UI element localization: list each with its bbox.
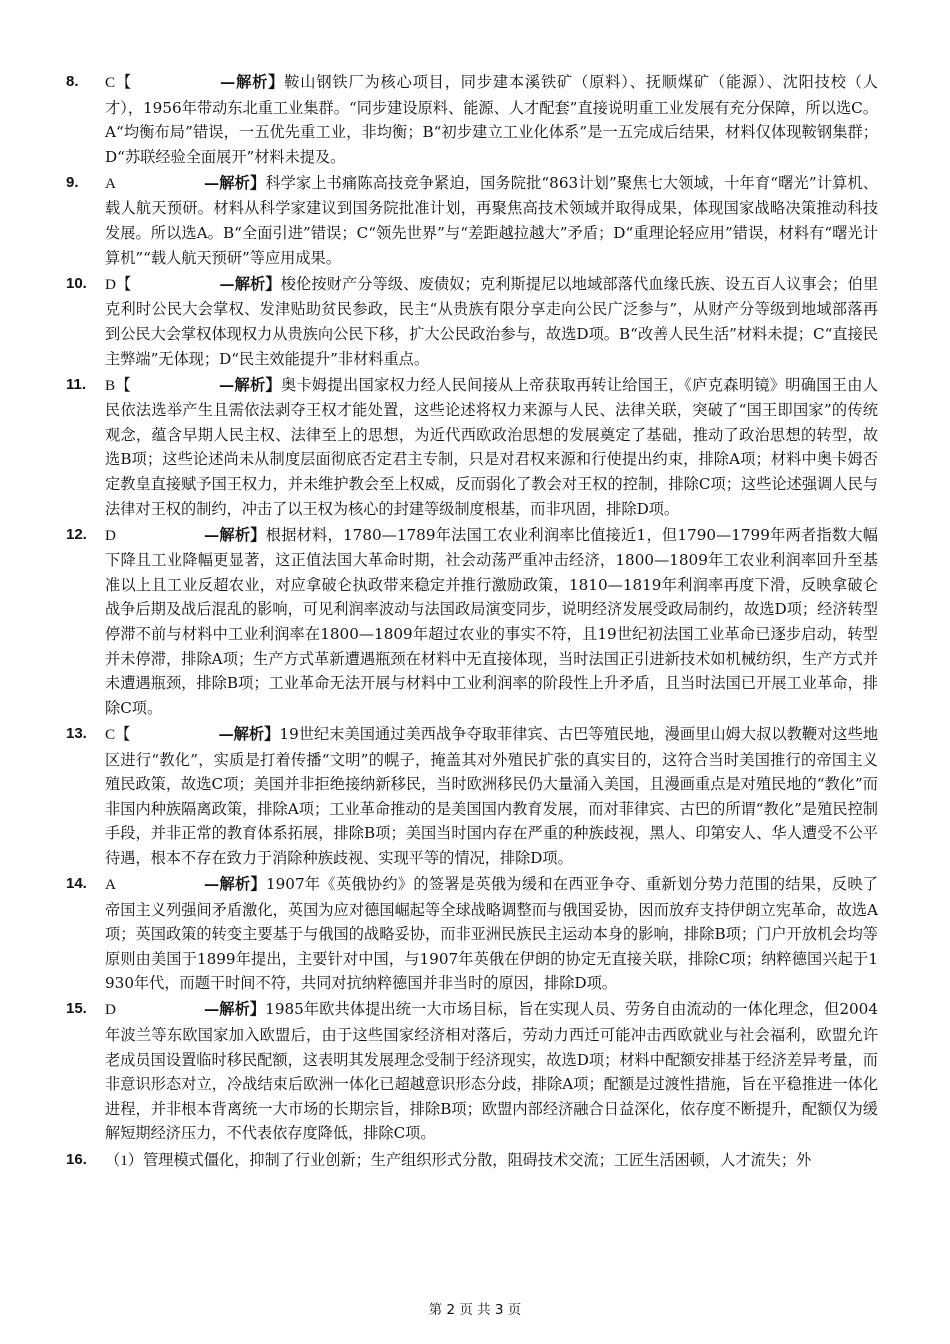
analysis-label: —解析】: [203, 173, 266, 192]
answer-choice: D【: [105, 275, 132, 293]
answer-choice: A: [105, 876, 116, 893]
question-number: 8.: [66, 73, 79, 90]
analysis-label: —解析】: [218, 724, 280, 743]
question-number: 9.: [66, 173, 79, 191]
analysis-label: —解析】: [218, 375, 282, 394]
answer-choice: D: [105, 1001, 116, 1019]
answer-item: [66, 872, 878, 996]
question-number: 15.: [66, 1000, 87, 1018]
analysis-label: —解析】: [203, 1000, 266, 1019]
answer-item: [66, 373, 878, 522]
answer-item: [66, 1148, 878, 1174]
answer-item: [66, 997, 878, 1146]
page-footer: 第 2 页 共 3 页: [428, 1302, 522, 1318]
analysis-label: —解析】: [203, 875, 266, 893]
answer-item: [66, 272, 878, 371]
answer-choice: B【: [105, 376, 131, 394]
answer-item: [66, 70, 878, 169]
analysis-text: 梭伦按财产分等级、废债奴；克利斯提尼以地域部落代血缘氏族、设五百人议事会；伯里克利时公民大会掌权、发津贴助贫民参政，民主“从贵族有限分享走向公民广泛参与”，从财产分等级到地域部落再到公民大会掌权体现权力从贵族向公民下移，扩大公民政治参与，故选D项。B“改善人民生活”材料未提；C“直接民主弊端”无体现；D“民主效能提升”非材料重点。: [105, 274, 879, 368]
question-number: 10.: [66, 274, 87, 292]
analysis-text: 管理模式僵化，抑制了行业创新；生产组织形式分散，阻碍技术交流；工匠生活困顿，人才流失；外: [142, 1150, 812, 1169]
analysis-label: —解析】: [203, 525, 266, 544]
question-number: 13.: [66, 724, 87, 742]
question-number: 16.: [66, 1150, 87, 1168]
analysis-text: 1907年《英俄协约》的签署是英俄为缓和在西亚争夺、重新划分势力范围的结果，反映了帝国主义列强间矛盾激化，英国为应对德国崛起等全球战略调整而与俄国妥协，因而放弃支持伊朗立宪革命，故选A项；英国政策的转变主要基于与俄国的战略妥协，而非亚洲民族民主运动本身的影响，排除B项；门户开放机会均等原则由美国于1899年提出，主要针对中国，与1907年英俄在伊朗的协定无直接关联，排除C项；纳粹德国兴起于1930年代，而题干时间不符，共同对抗纳粹德国并非当时的原因，排除D项。: [105, 875, 879, 993]
answer-choice: C【: [105, 74, 133, 91]
analysis-label: —解析】: [220, 73, 285, 91]
analysis-text: 19世纪末美国通过美西战争夺取菲律宾、古巴等殖民地，漫画里山姆大叔以教鞭对这些地区进行“教化”，实质是打着传播“文明”的幌子，掩盖其对外殖民扩张的真实目的，这符合当时美国推行的帝国主义殖民政策，故选C项；美国并非拒绝接纳新移民，当时欧洲移民仍大量涌入美国，且漫画重点是对殖民地的“教化”而非国内种族隔离政策，排除A项；工业革命推动的是美国国内教育发展，而对菲律宾、古巴的所谓“教化”是殖民控制手段，并非正常的教育体系拓展，排除B项；美国当时国内存在严重的种族歧视，黑人、印第安人、华人遭受不公平待遇，根本不存在致力于消除种族歧视、实现平等的情况，排除D项。: [105, 724, 879, 867]
question-number: 11.: [66, 375, 87, 393]
answer-item: [66, 523, 878, 721]
analysis-text: 1985年欧共体提出统一大市场目标，旨在实现人员、劳务自由流动的一体化理念，但2004年波兰等东欧国家加入欧盟后，由于这些国家经济相对落后，劳动力西迁可能冲击西欧就业与社会福利，欧盟允许老成员国设置临时移民配额，这表明其发展理念受制于经济现实，故选D项；材料中配额安排基于经济差异考量，而非意识形态对立，冷战结束后欧洲一体化已超越意识形态分歧，排除A项；配额是过渡性措施，旨在平稳推进一体化进程，并非根本背离统一大市场的长期宗旨，排除B项；欧盟内部经济融合日益深化，依存度不断提升，配额仅为缓解短期经济压力，不代表依存度降低，排除C项。: [105, 1000, 879, 1143]
answer-item: [66, 171, 878, 270]
analysis-text: 科学家上书痛陈高技竞争紧迫，国务院批“863计划”聚焦七大领域，十年育“曙光”计算机、载人航天预研。材料从科学家建议到国务院批准计划，再聚焦高技术领域并取得成果，体现国家战略决策推动科技发展。所以选A。B“全面引进”错误；C“领先世界”与“差距越拉越大”矛盾；D“重理论轻应用”错误，材料有“曙光计算机”“载人航天预研”等应用成果。: [105, 173, 879, 267]
analysis-text: 根据材料，1780—1789年法国工农业利润率比值接近1，但1790—1799年两者指数大幅下降且工业降幅更显著，这正值法国大革命时期，社会动荡严重冲击经济，1800—1809年工农业利润率回升至基准以上且工业反超农业，对应拿破仑执政带来稳定并推行激励政策，1810—1819年利润率再度下滑，反映拿破仑战争后期及战后混乱的影响，可见利润率波动与法国政局演变同步，说明经济发展受政局制约，故选D项；经济转型停滞不前与材料中工业利润率在1800—1809年超过农业的事实不符，且19世纪初法国工业革命已逐步启动，转型并未停滞，排除A项；生产方式革新遭遇瓶颈在材料中无直接体现，当时法国正引进新技术如机械纺织，生产方式并未遭遇瓶颈，排除B项；工业革命无法开展与材料中工业利润率的阶段性上升矛盾，且当时法国已开展工业革命，排除C项。: [105, 525, 878, 717]
answer-list: [66, 70, 878, 1175]
question-number: 14.: [66, 875, 87, 892]
answer-choice: C【: [105, 725, 131, 743]
answer-choice: （1）: [105, 1151, 143, 1169]
answer-choice: D: [105, 526, 116, 544]
analysis-label: —解析】: [219, 274, 281, 293]
answer-choice: A: [105, 174, 116, 192]
question-number: 12.: [66, 525, 87, 543]
answer-item: [66, 722, 878, 871]
analysis-text: 奥卡姆提出国家权力经人民间接从上帝获取再转让给国王，《庐克森明镜》明确国王由人民依法选举产生且需依法剥夺王权才能处置，这些论述将权力来源与人民、法律关联，突破了“国王即国家”的传统观念，蕴含早期人民主权、法律至上的思想，为近代西欧政治思想的发展奠定了基础，推动了政治思想的转型，故选B项；这些论述尚未从制度层面彻底否定君主专制，只是对君权来源和行使提出约束，排除A项；材料中奥卡姆否定教皇直接赋予国王权力，并未维护教会至上权威，反而弱化了教会对王权的控制，排除C项；这些论述强调人民与法律对王权的制约，冲击了以王权为核心的封建等级制度根基，而非巩固，排除D项。: [105, 375, 878, 518]
analysis-text: 鞍山钢铁厂为核心项目，同步建本溪铁矿（原料）、抚顺煤矿（能源）、沈阳技校（人才），1956年带动东北重工业集群。“同步建设原料、能源、人才配套”直接说明重工业发展有充分保障，所以选C。A“均衡布局”错误，一五优先重工业，非均衡；B“初步建立工业化体系”是一五完成后结果，材料仅体现鞍钢集群；D“苏联经验全面展开”材料未提及。: [105, 73, 878, 166]
